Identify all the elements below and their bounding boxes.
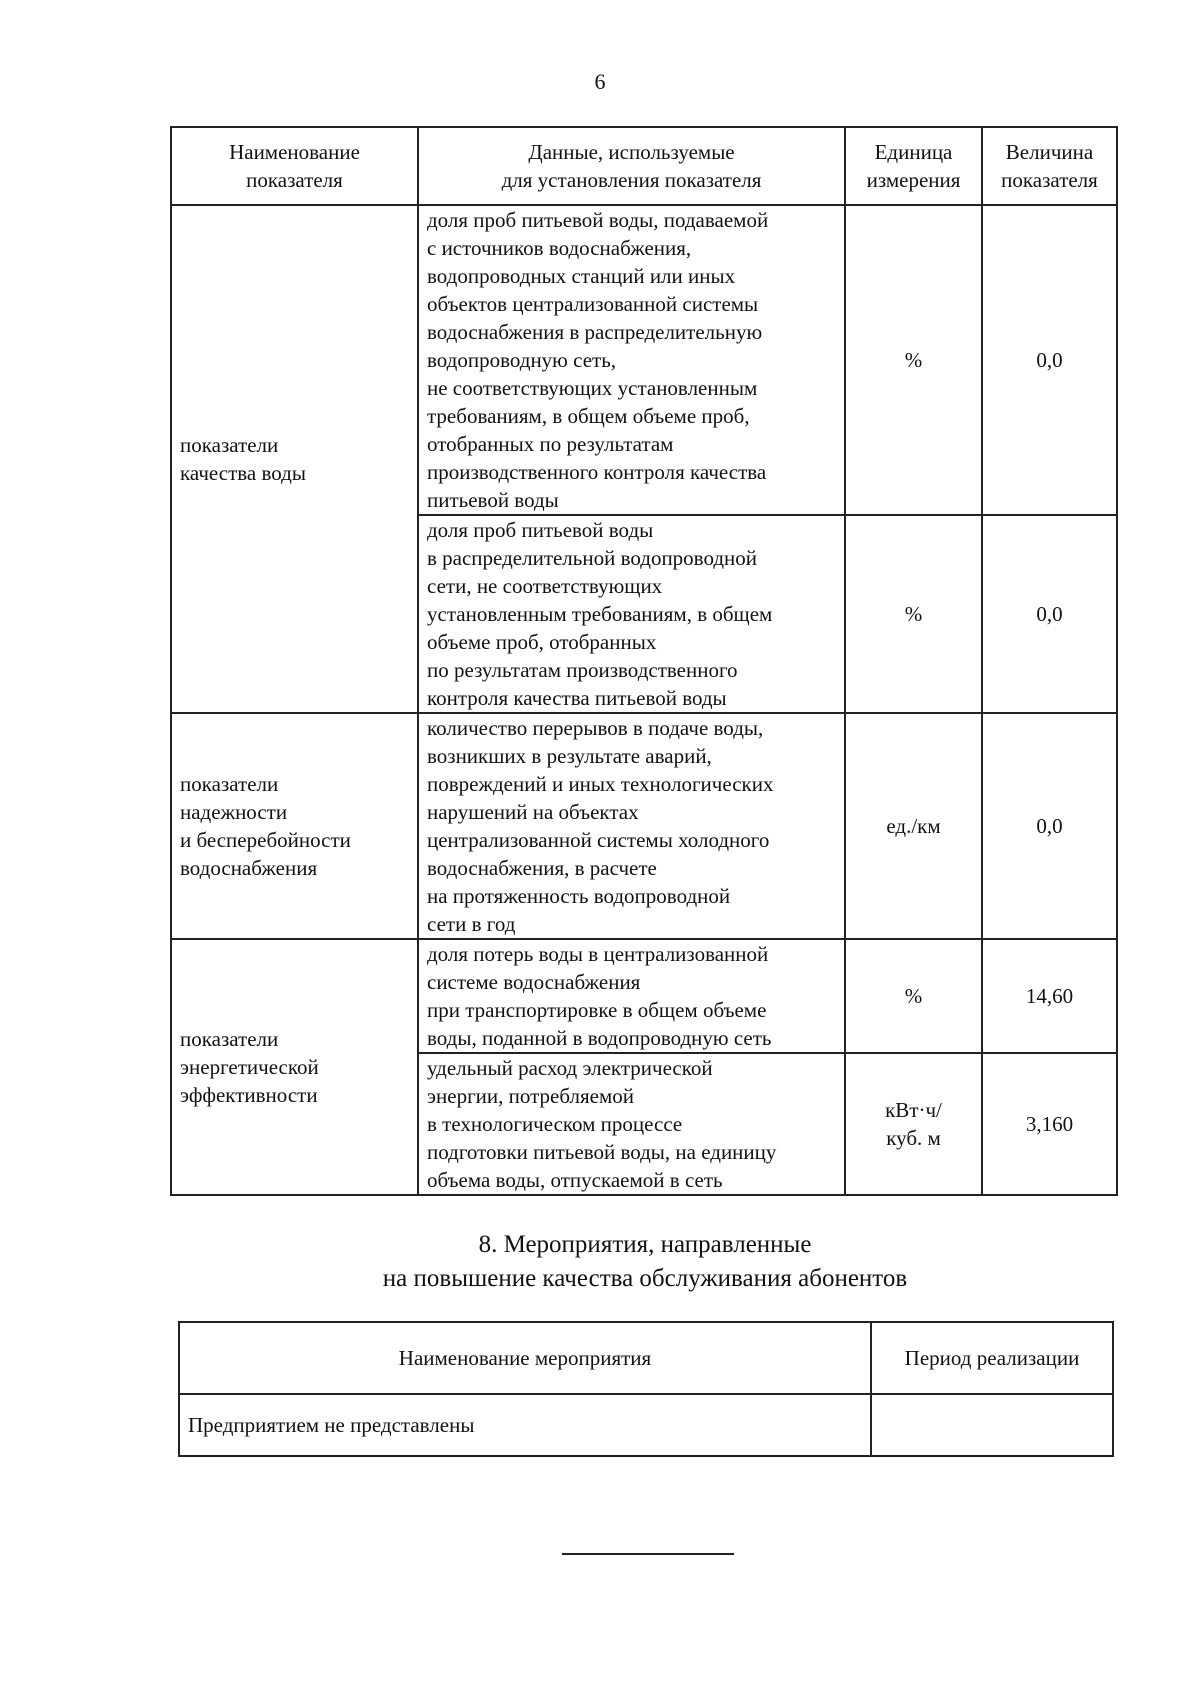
table-row [171, 939, 1117, 1053]
end-divider [562, 1553, 734, 1555]
header-source-data: Данные, используемые для установления показателя [418, 127, 845, 205]
header-measure-name: Наименование мероприятия [179, 1322, 871, 1394]
category-water-quality: показатели качества воды [171, 205, 418, 713]
row-value: 3,160 [982, 1053, 1117, 1195]
table-row [179, 1394, 1113, 1456]
row-value: 0,0 [982, 515, 1117, 713]
row-unit: % [845, 939, 982, 1053]
row-data-description: доля проб питьевой воды, подаваемой с источников водоснабжения, водопроводных станций или иных объектов централизованной системы водоснабжения в распределительную водопроводную сеть, не соответствующих установленным требованиям, в общем объеме проб, отобранных по результатам производственного контроля качества питьевой воды [418, 205, 845, 515]
row-unit: % [845, 515, 982, 713]
row-data-description: доля проб питьевой воды в распределительной водопроводной сети, не соответствующих установленным требованиям, в общем объеме проб, отобранных по результатам производственного контроля качества питьевой воды [418, 515, 845, 713]
header-period: Период реализации [871, 1322, 1113, 1394]
measures-header-row [179, 1322, 1113, 1394]
section-8-title [0, 1228, 1200, 1296]
row-unit: ед./км [845, 713, 982, 939]
category-reliability: показатели надежности и бесперебойности водоснабжения [171, 713, 418, 939]
header-value: Величина показателя [982, 127, 1117, 205]
row-data-description: удельный расход электрической энергии, потребляемой в технологическом процессе подготовки питьевой воды, на единицу объема воды, отпускаемой в сеть [418, 1053, 845, 1195]
indicators-table [170, 126, 1118, 1196]
measures-table [178, 1321, 1114, 1457]
indicators-header-row [171, 127, 1117, 205]
row-data-description: доля потерь воды в централизованной системе водоснабжения при транспортировке в общем объеме воды, поданной в водопроводную сеть [418, 939, 845, 1053]
row-value: 0,0 [982, 713, 1117, 939]
table-row [171, 205, 1117, 515]
header-unit: Единица измерения [845, 127, 982, 205]
row-value: 0,0 [982, 205, 1117, 515]
section-8-title-line2: на повышение качества обслуживания абонентов [382, 1265, 908, 1292]
row-unit: кВт·ч/ куб. м [845, 1053, 982, 1195]
table-row [171, 713, 1117, 939]
row-unit: % [845, 205, 982, 515]
measure-period-cell [871, 1394, 1113, 1456]
page-number: 6 [594, 69, 606, 94]
header-indicator-name: Наименование показателя [171, 127, 418, 205]
measure-name-cell: Предприятием не представлены [179, 1394, 871, 1456]
row-value: 14,60 [982, 939, 1117, 1053]
category-energy-efficiency: показатели энергетической эффективности [171, 939, 418, 1195]
row-data-description: количество перерывов в подаче воды, возникших в результате аварий, повреждений и иных технологических нарушений на объектах централизованной системы холодного водоснабжения, в расчете на протяженность водопроводной сети в год [418, 713, 845, 939]
section-8-title-line1: 8. Мероприятия, направленные [478, 1231, 812, 1258]
